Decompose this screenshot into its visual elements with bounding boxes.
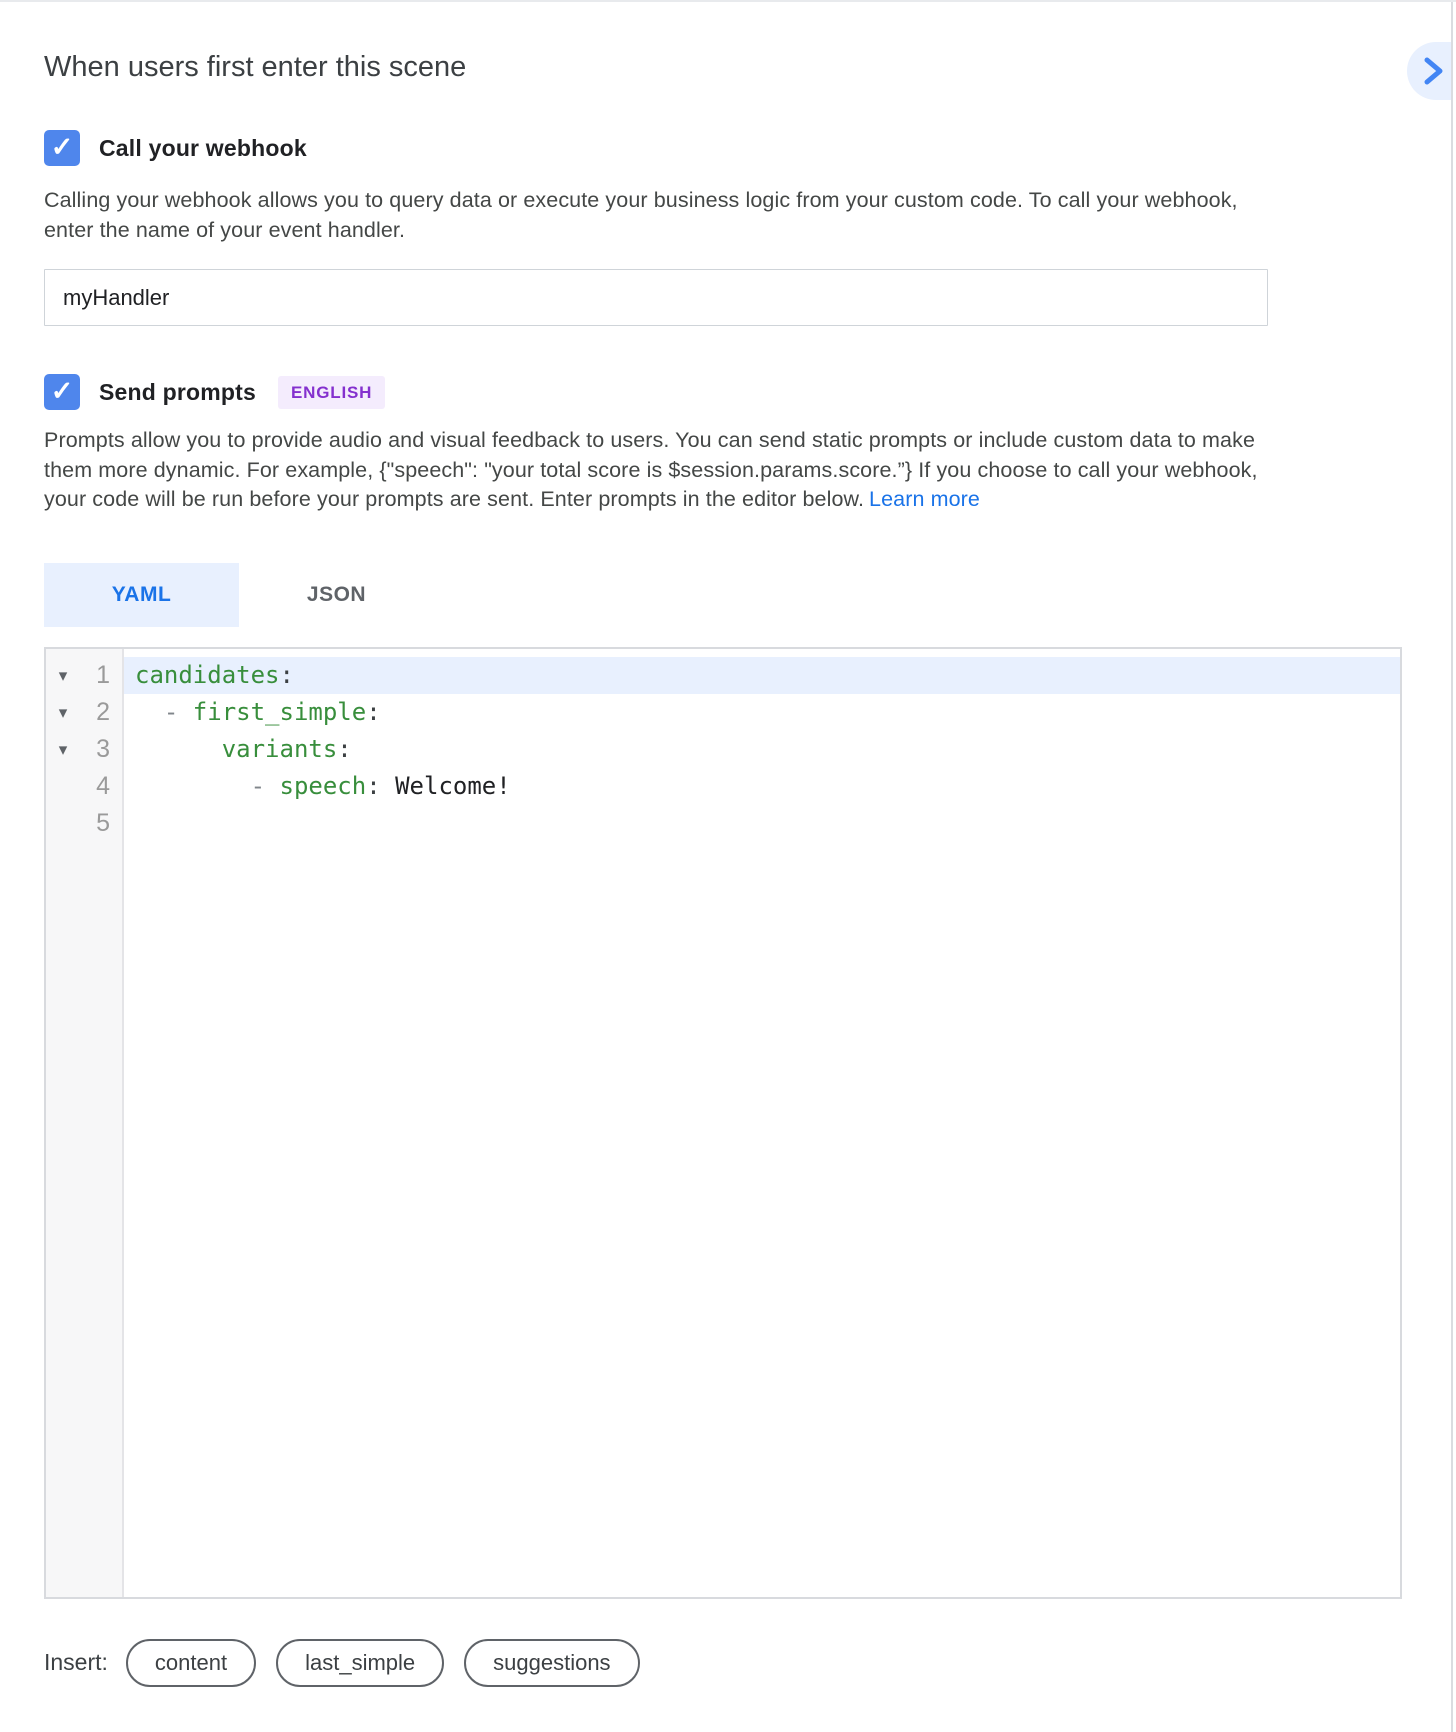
webhook-description: Calling your webhook allows you to query data or execute your business logic from your custom code. To call your webhook, enter the name of your event handler. — [44, 188, 1238, 242]
gutter-row — [46, 731, 122, 768]
learn-more-link[interactable]: Learn more — [869, 487, 980, 511]
language-badge: ENGLISH — [278, 376, 385, 409]
yaml-key: variants — [221, 734, 338, 763]
line-number: 3 — [96, 734, 110, 763]
code-line[interactable] — [124, 657, 1400, 694]
gutter-row — [46, 657, 122, 694]
code-line[interactable] — [124, 768, 1400, 805]
fold-arrow-icon[interactable]: ▾ — [58, 665, 68, 685]
yaml-punct: : — [279, 660, 294, 689]
yaml-indent — [135, 735, 222, 763]
call-webhook-row — [44, 130, 1456, 166]
send-prompts-checkbox[interactable] — [44, 374, 80, 410]
scene-entry-panel — [0, 50, 1456, 1687]
tab-json[interactable]: JSON — [306, 582, 367, 606]
call-webhook-checkbox[interactable] — [44, 130, 80, 166]
fold-arrow-icon[interactable]: ▾ — [58, 702, 68, 722]
yaml-value: Welcome! — [380, 771, 511, 800]
checkmark-icon: ✓ — [50, 375, 74, 406]
code-line[interactable] — [124, 731, 1400, 768]
call-webhook-label[interactable]: Call your webhook — [99, 134, 307, 161]
send-prompts-label[interactable]: Send prompts — [99, 378, 257, 405]
yaml-dash: - — [135, 697, 193, 726]
gutter-row — [46, 694, 122, 731]
code-line[interactable] — [124, 694, 1400, 731]
gutter-row — [46, 768, 122, 805]
send-prompts-row — [44, 374, 1456, 410]
event-handler-input[interactable] — [44, 269, 1268, 326]
prompts-description-text: Prompts allow you to provide audio and visual feedback to users. You can send static prompts or include custom data to make them more dynamic. For example, {"speech": "your total score is $session.params.score.”} If you choose to call your webhook, your code will be run before your prompts are sent. Enter prompts in the editor below. — [44, 428, 1258, 511]
insert-chip-content[interactable]: content — [126, 1639, 256, 1687]
insert-row — [44, 1639, 1456, 1687]
editor-format-tabs — [44, 563, 1456, 627]
insert-chip-last-simple[interactable]: last_simple — [276, 1639, 444, 1687]
gutter-row — [46, 805, 122, 842]
page-title: When users first enter this scene — [44, 51, 467, 83]
line-number: 4 — [96, 771, 110, 800]
yaml-punct: : — [366, 697, 381, 726]
yaml-dash: - — [135, 771, 280, 800]
editor-code-area[interactable] — [124, 649, 1400, 1597]
chevron-right-icon — [1420, 56, 1446, 86]
panel-right-divider — [1451, 2, 1453, 1732]
yaml-key: first_simple — [192, 697, 367, 726]
fold-arrow-icon[interactable]: ▾ — [58, 739, 68, 759]
yaml-punct: : — [337, 734, 352, 763]
checkmark-icon: ✓ — [50, 131, 74, 162]
line-number: 5 — [96, 808, 110, 837]
editor-gutter — [46, 649, 124, 1597]
line-number: 2 — [96, 697, 110, 726]
tab-yaml[interactable]: YAML — [44, 563, 239, 627]
prompts-description — [44, 426, 1264, 515]
insert-chip-suggestions[interactable]: suggestions — [464, 1639, 639, 1687]
insert-label: Insert: — [44, 1649, 108, 1675]
line-number: 1 — [96, 660, 110, 689]
yaml-key: speech — [279, 771, 367, 800]
prompt-code-editor — [44, 647, 1402, 1599]
yaml-key: candidates — [135, 660, 280, 689]
yaml-punct: : — [366, 771, 381, 800]
code-line[interactable] — [124, 805, 1400, 842]
